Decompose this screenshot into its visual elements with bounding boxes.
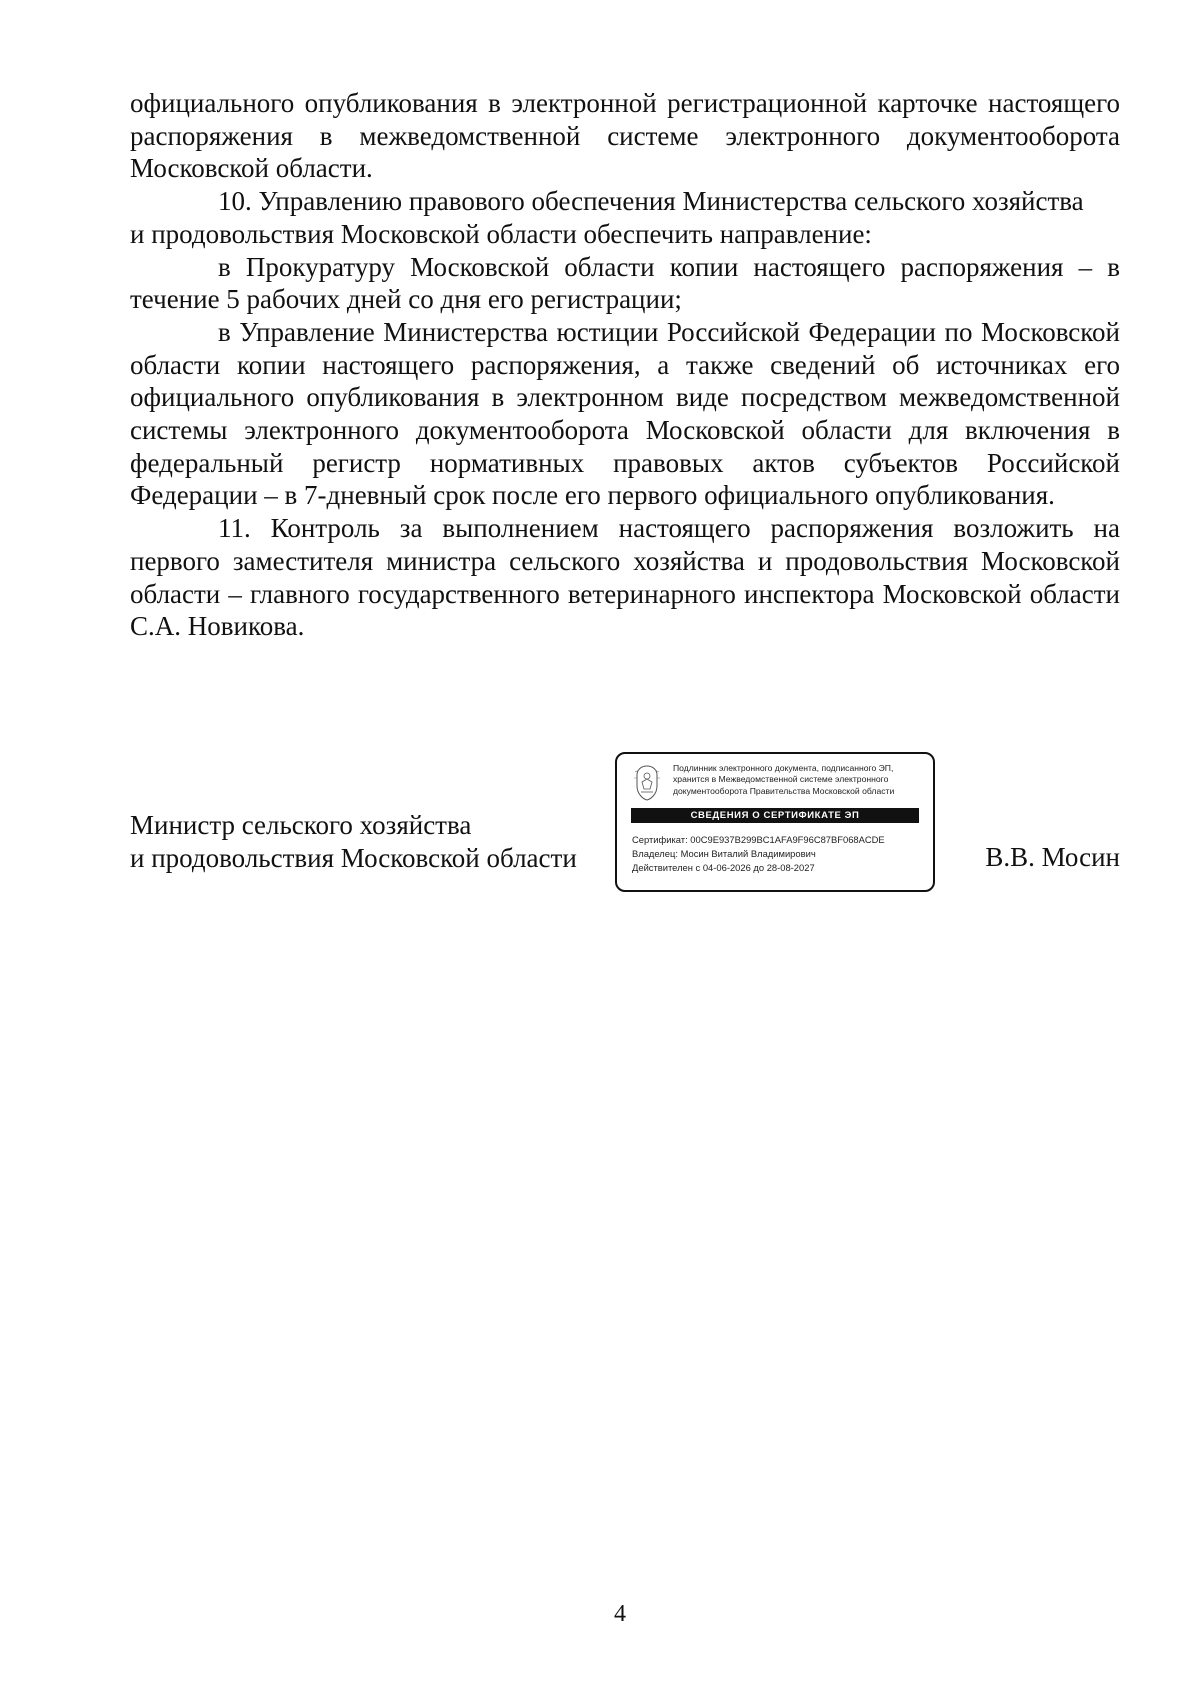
stamp-header [673, 763, 931, 797]
signatory-title [130, 809, 577, 874]
paragraph-item-11: 11. Контроль за выполнением настоящего распоряжения возложить на первого заместителя министра сельского хозяйства и продовольствия Московской области – главного государственного ветеринарного инспектора Московской области С.А. Новикова. [130, 513, 1120, 642]
stamp-header-line2: хранится в Межведомственной системе электронного [673, 774, 889, 785]
signatory-title-line2: и продовольствия Московской области [130, 842, 577, 873]
signatory-name: В.В. Мосин [985, 842, 1120, 872]
paragraph-continuation: официального опубликования в электронной регистрационной карточке настоящего распоряжения в межведомственной системе электронного документооборота Московской области. [130, 88, 1120, 184]
electronic-signature-stamp [615, 752, 935, 892]
stamp-owner: Владелец: Мосин Виталий Владимирович [632, 848, 816, 859]
paragraph-ministry-of-justice: в Управление Министерства юстиции Российской Федерации по Московской области копии настоящего распоряжения, а также сведений об источниках его официального опубликования в электронном виде посредством межведомственной системы электронного документооборота Московской области для включения в федеральный регистр нормативных правовых актов субъектов Российской Федерации – в 7-дневный срок после его первого официального опубликования. [130, 316, 1120, 511]
paragraph-item-10-continued: и продовольствия Московской области обеспечить направление: [130, 218, 872, 249]
stamp-certificate-details [632, 833, 927, 875]
stamp-certificate-number: Сертификат: 00C9E937B299BC1AFA9F96C87BF068ACDE [632, 834, 885, 845]
paragraph-prosecutor: в Прокуратуру Московской области копии настоящего распоряжения – в течение 5 рабочих дней со дня его регистрации; [130, 251, 1120, 315]
paragraph-item-10: 10. Управлению правового обеспечения Министерства сельского хозяйства [218, 186, 1084, 217]
page-number: 4 [614, 1601, 626, 1627]
signatory-title-line1: Министр сельского хозяйства [130, 810, 472, 840]
document-body [130, 87, 1120, 643]
moscow-region-coat-of-arms-icon [631, 764, 663, 802]
stamp-certificate-bar: СВЕДЕНИЯ О СЕРТИФИКАТЕ ЭП [631, 808, 919, 823]
stamp-header-line1: Подлинник электронного документа, подписанного ЭП, [673, 763, 894, 773]
stamp-header-line3: документооборота Правительства Московской области [673, 785, 895, 796]
stamp-validity: Действителен с 04-06-2026 до 28-08-2027 [632, 862, 815, 873]
